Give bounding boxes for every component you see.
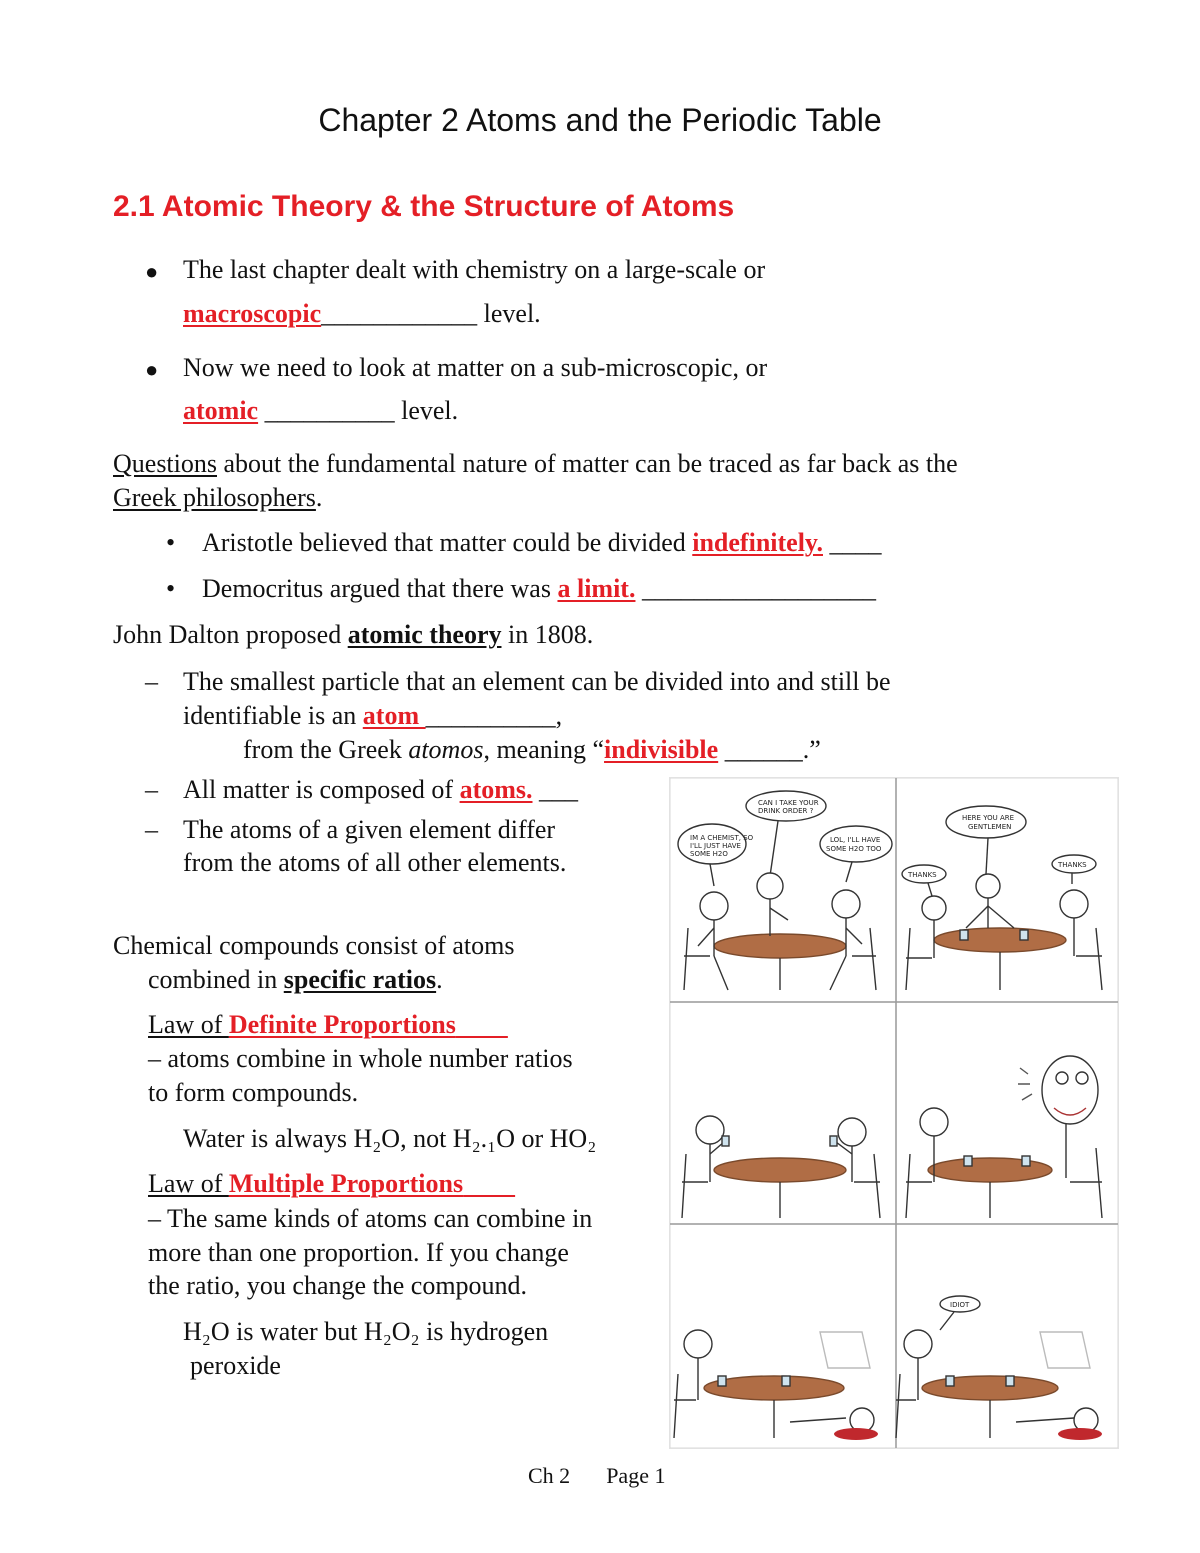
law-definite-name: Definite Proportions [228, 1010, 456, 1039]
dash-marker: – [145, 815, 158, 844]
dash-marker: – [145, 775, 158, 804]
law-definite-desc-2: to form compounds. [148, 1078, 359, 1107]
questions-period: . [315, 483, 323, 512]
blank: ______ [718, 735, 803, 764]
blank: ____ [823, 528, 882, 557]
answer-a-limit: a limit. [557, 574, 636, 603]
meaning-text: , meaning “ [483, 735, 605, 764]
law-multiple-example-1: H₂O is water but H₂O₂ is hydrogen [183, 1317, 549, 1346]
bullet-2-text: Now we need to look at matter on a sub-microscopic, or [183, 353, 768, 382]
law-multiple-desc-3: the ratio, you change the compound. [148, 1271, 528, 1300]
atomos-word: atomos [408, 735, 484, 764]
comic-strip-image [670, 778, 1118, 1448]
law-definite-desc-1: – atoms combine in whole number ratios [148, 1044, 573, 1073]
p1-bubble-2-l2: DRINK ORDER ? [758, 807, 814, 815]
dash-1-line-2 [183, 701, 562, 731]
law-multiple-example-2: peroxide [190, 1351, 281, 1380]
law-multiple-heading [148, 1169, 515, 1199]
law-underline-pad [463, 1169, 515, 1198]
p1-bubble-3-l2: SOME H2O TOO [826, 845, 882, 853]
bullet-dot: ● [145, 357, 159, 382]
p1-bubble-1-l3: SOME H2O [690, 850, 728, 858]
p1-bubble-3-l1: LOL, I'LL HAVE [830, 836, 881, 844]
dash-3-line-2: from the atoms of all other elements. [183, 848, 567, 877]
compounds-line-2 [148, 965, 443, 995]
law-definite-heading [148, 1010, 508, 1040]
democritus-line [202, 574, 876, 604]
dalton-line [113, 620, 593, 650]
bullet-item-1 [145, 256, 158, 287]
page-footer [528, 1463, 665, 1489]
bullet-dot: ● [145, 259, 159, 284]
all-matter-text: All matter is composed of [183, 775, 460, 804]
answer-atoms: atoms. [459, 775, 533, 804]
blank: __________ [258, 396, 395, 425]
atomic-theory-term: atomic theory [347, 620, 502, 649]
answer-macroscopic: macroscopic [183, 299, 322, 328]
answer-atom: atom [362, 701, 426, 730]
p2-bubble-1-l1: HERE YOU ARE [962, 814, 1015, 822]
period: . [436, 965, 443, 994]
bullet-1-fill [183, 299, 541, 329]
aristotle-text: Aristotle believed that matter could be divided [202, 528, 693, 557]
greek-philosophers: Greek philosophers [113, 483, 316, 512]
dash-3-line-1: The atoms of a given element differ [183, 815, 556, 844]
questions-line-2 [113, 483, 322, 513]
answer-atomic: atomic [183, 396, 259, 425]
p1-bubble-2-l1: CAN I TAKE YOUR [758, 799, 819, 807]
greek-text: from the Greek [243, 735, 409, 764]
democritus-text: Democritus argued that there was [202, 574, 558, 603]
answer-indivisible: indivisible [604, 735, 719, 764]
footer-page-number: Page 1 [606, 1463, 666, 1488]
dash-2-line [183, 775, 578, 805]
p2-bubble-1-l2: GENTLEMEN [968, 823, 1012, 831]
law-multiple-desc-2: more than one proportion. If you change [148, 1238, 569, 1267]
comma: , [555, 701, 563, 730]
blank: __________________ [635, 574, 876, 603]
law-prefix: Law of [148, 1169, 229, 1198]
dash-1-line-1: The smallest particle that an element can be divided into and still be [183, 667, 891, 696]
combined-text: combined in [148, 965, 284, 994]
law-multiple-desc-1: – The same kinds of atoms can combine in [148, 1204, 593, 1233]
dash-marker: – [145, 667, 158, 696]
questions-rest: about the fundamental nature of matter can be traced as far back as the [217, 449, 958, 478]
blank: __________ [425, 701, 556, 730]
bullet-1-text: The last chapter dealt with chemistry on a large-scale or [183, 255, 766, 284]
p1-bubble-1-l2: I'LL JUST HAVE [690, 842, 741, 850]
questions-word: Questions [113, 449, 217, 478]
law-definite-example: Water is always H₂O, not H₂.₁O or HO₂ [183, 1124, 597, 1153]
answer-indefinitely: indefinitely. [692, 528, 823, 557]
blank: ____________ [321, 299, 478, 328]
section-heading: 2.1 Atomic Theory & the Structure of Atoms [113, 190, 735, 223]
p2-bubble-2: THANKS [908, 871, 937, 879]
p1-bubble-1-l1: IM A CHEMIST, SO [690, 834, 754, 842]
dalton-pre: John Dalton proposed [113, 620, 348, 649]
bullet-item-2 [145, 354, 158, 385]
identifiable-text: identifiable is an [183, 701, 363, 730]
law-underline-pad [456, 1010, 508, 1039]
law-prefix: Law of [148, 1010, 229, 1039]
dalton-post: in 1808. [501, 620, 594, 649]
footer-chapter: Ch 2 [528, 1463, 571, 1488]
questions-line-1 [113, 449, 958, 479]
p6-bubble: IDIOT [950, 1301, 970, 1309]
aristotle-line [202, 528, 882, 558]
page-title: Chapter 2 Atoms and the Periodic Table [318, 102, 882, 138]
quote-end: .” [802, 735, 821, 764]
law-multiple-name: Multiple Proportions [228, 1169, 464, 1198]
bullet-1-after: level. [477, 299, 541, 328]
sub-bullet-dot: • [166, 528, 176, 557]
compounds-line-1: Chemical compounds consist of atoms [113, 931, 515, 960]
bullet-2-fill [183, 396, 458, 426]
comic-drawing [670, 778, 1118, 1448]
specific-ratios-term: specific ratios [283, 965, 437, 994]
p2-bubble-3: THANKS [1058, 861, 1087, 869]
dash-1-line-3 [243, 735, 821, 765]
sub-bullet-dot: • [166, 574, 176, 603]
bullet-2-after: level. [394, 396, 459, 425]
blank: ___ [532, 775, 578, 804]
